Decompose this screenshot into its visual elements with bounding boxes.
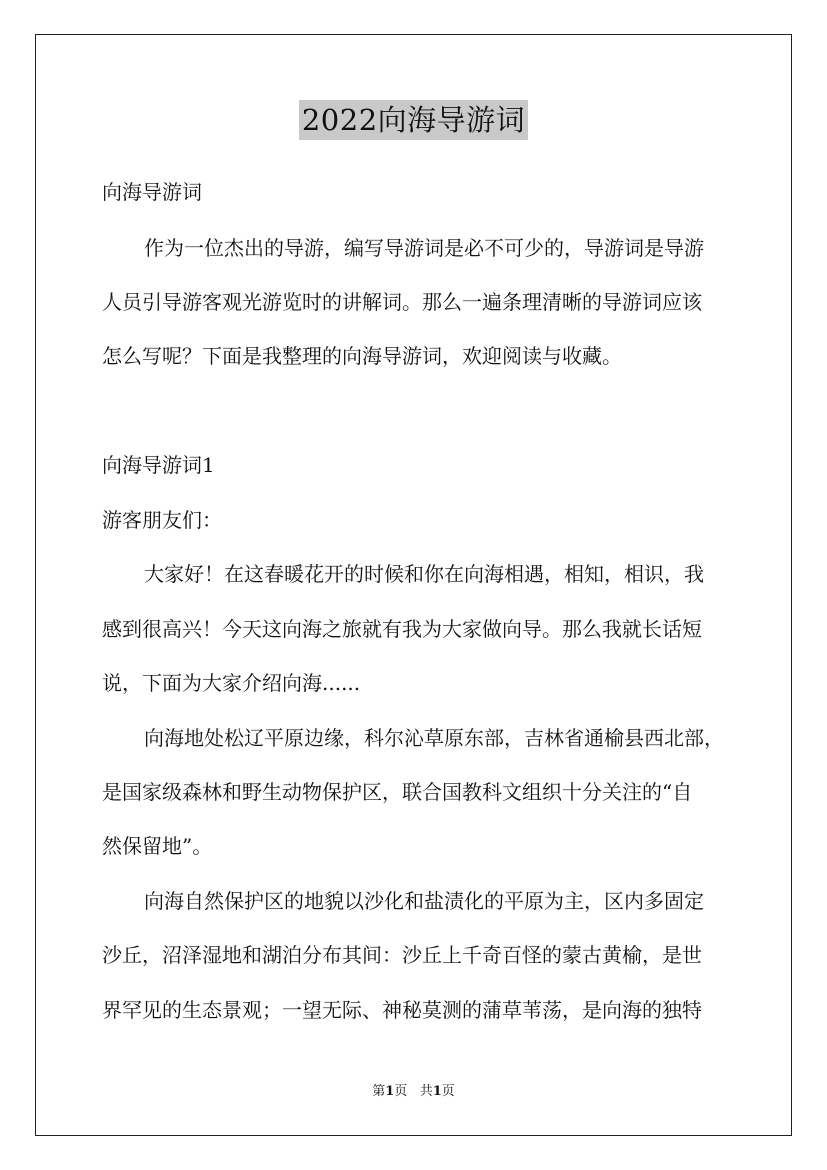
paragraph-line: 怎么写呢？下面是我整理的向海导游词，欢迎阅读与收藏。	[102, 344, 622, 368]
section-heading: 向海导游词1	[102, 453, 215, 477]
page-number-suffix: 页	[394, 1084, 408, 1099]
page-total-suffix: 页	[441, 1084, 455, 1099]
paragraph-line: 向海地处松辽平原边缘，科尔沁草原东部，吉林省通榆县西北部，	[144, 726, 724, 750]
document-title: 2022向海导游词	[299, 100, 528, 140]
paragraph-line: 是国家级森林和野生动物保护区，联合国教科文组织十分关注的“自	[102, 780, 693, 804]
page-number: 1	[385, 1084, 395, 1099]
paragraph-line: 大家好！在这春暖花开的时候和你在向海相遇，相知，相识，我	[144, 562, 704, 586]
page-number-prefix: 第	[372, 1084, 386, 1099]
page-total: 1	[432, 1084, 442, 1099]
greeting-line: 游客朋友们：	[102, 508, 222, 532]
paragraph-line: 界罕见的生态景观；一望无际、神秘莫测的蒲草苇荡，是向海的独特	[102, 998, 702, 1022]
page-footer	[0, 1084, 827, 1100]
paragraph-line: 感到很高兴！今天这向海之旅就有我为大家做向导。那么我就长话短	[102, 617, 702, 641]
paragraph-line: 向海自然保护区的地貌以沙化和盐渍化的平原为主，区内多固定	[144, 889, 704, 913]
paragraph-line: 说，下面为大家介绍向海......	[102, 671, 361, 695]
paragraph-line: 沙丘，沼泽湿地和湖泊分布其间：沙丘上千奇百怪的蒙古黄榆，是世	[102, 943, 702, 967]
paragraph-line: 人员引导游客观光游览时的讲解词。那么一遍条理清晰的导游词应该	[102, 290, 702, 314]
paragraph-line: 作为一位杰出的导游，编写导游词是必不可少的，导游词是导游	[144, 236, 704, 260]
page-total-prefix: 共	[419, 1084, 433, 1099]
title-container	[0, 100, 827, 140]
section-heading: 向海导游词	[102, 180, 202, 204]
paragraph-line: 然保留地”。	[102, 834, 213, 858]
